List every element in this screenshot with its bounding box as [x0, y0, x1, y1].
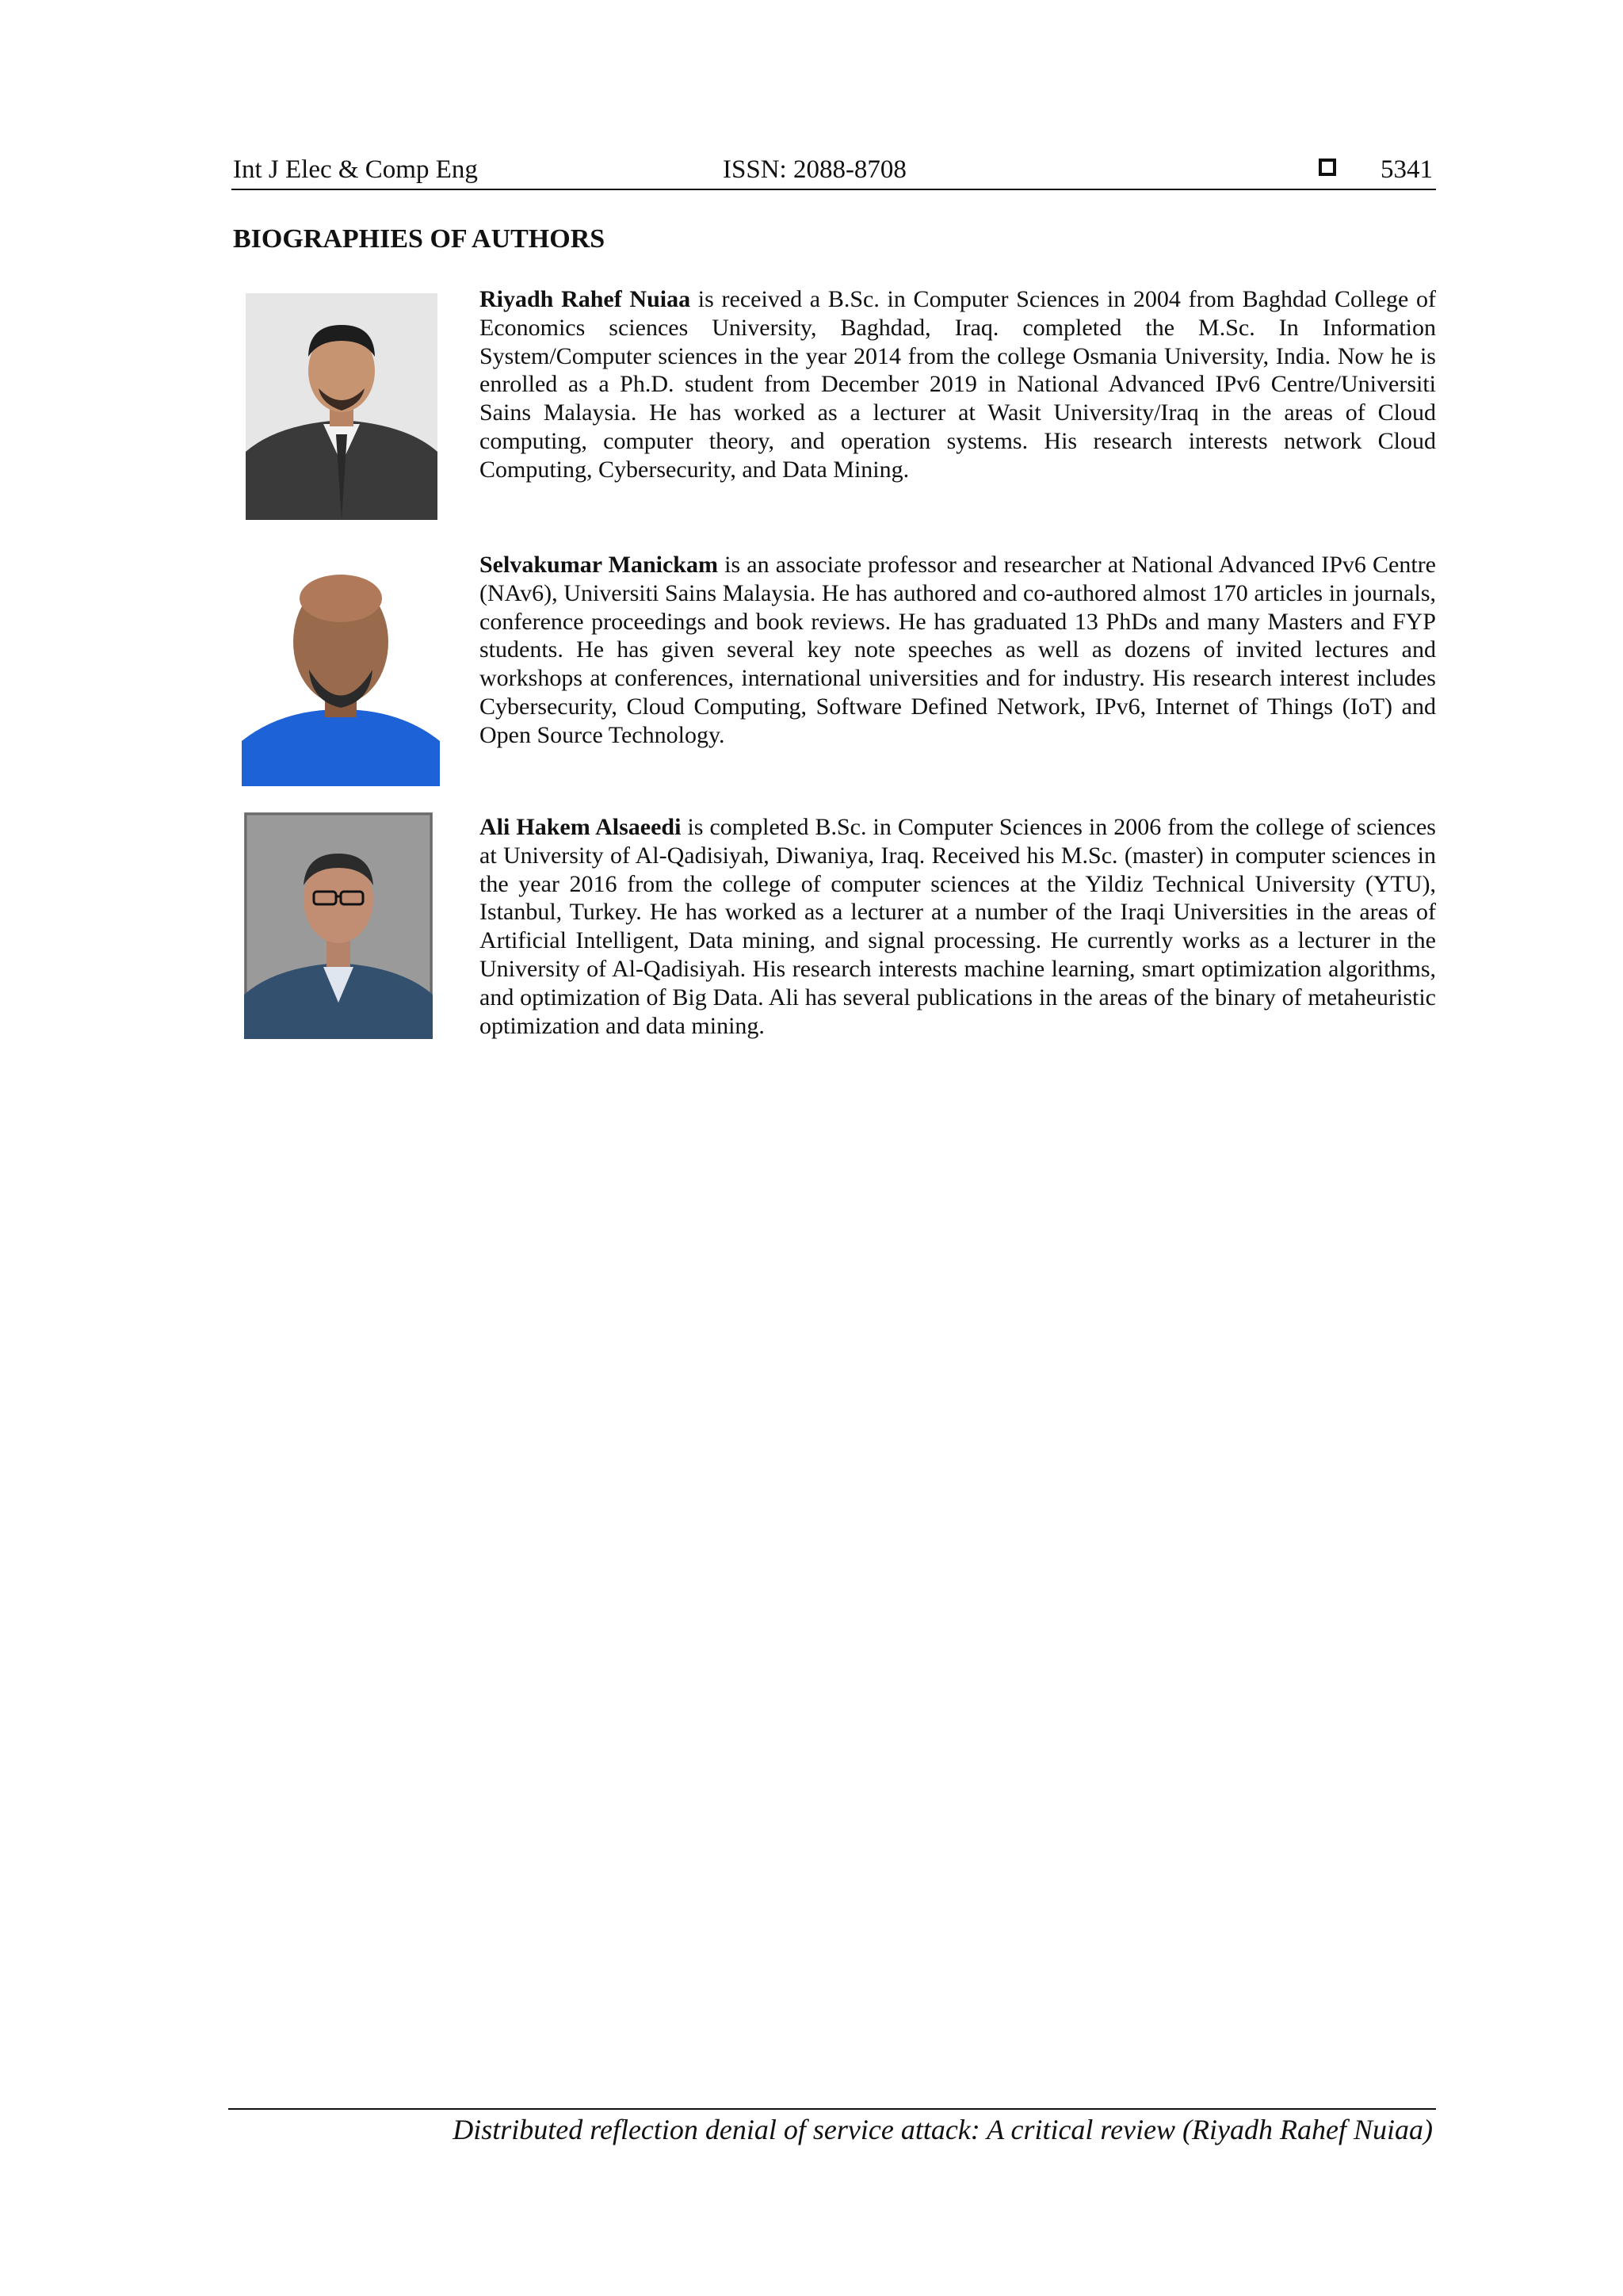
author-name: Riyadh Rahef Nuiaa [479, 286, 691, 312]
author-bio-text: is received a B.Sc. in Computer Sciences in 2004 from Baghdad College of Economics sciences University, Baghdad, Iraq. completed the M.Sc. In Information System/Computer sciences in the year 2014 from the college Osmania University, India. Now he is enrolled as a Ph.D. student from December 2019 in National Advanced IPv6 Centre/Universiti Sains Malaysia. He has worked as a lecturer at Wasit University/Iraq in the areas of Cloud computing, computer theory, and operation systems. His research interests network Cloud Computing, Cybersecurity, and Data Mining. [479, 286, 1436, 483]
author-photo-riyadh [246, 293, 437, 520]
running-header-issn: ISSN: 2088-8708 [723, 155, 907, 184]
author-name: Selvakumar Manickam [479, 552, 718, 578]
author-bio-text: is completed B.Sc. in Computer Sciences in 2006 from the college of sciences at University of Al-Qadisiyah, Diwaniya, Iraq. Received his M.Sc. (master) in computer sciences in the year 2016 from the college of computer sciences at the Yildiz Technical University (YTU), Istanbul, Turkey. He has worked as a lecturer at a number of the Iraqi Universities in the areas of Artificial Intelligent, Data mining, and signal processing. He currently works as a lecturer in the University of Al-Qadisiyah. His research interests machine learning, smart optimization algorithms, and optimization of Big Data. Ali has several publications in the areas of the binary of metaheuristic optimization and data mining. [479, 814, 1436, 1039]
author-photo-ali [244, 812, 433, 1039]
author-name: Ali Hakem Alsaeedi [479, 814, 682, 840]
footer-rule [228, 2108, 1436, 2110]
author-bio-text: is an associate professor and researcher at National Advanced IPv6 Centre (NAv6), Universiti Sains Malaysia. He has authored and co-authored almost 170 articles in journals, conference proceedings and book reviews. He has graduated 13 PhDs and many Masters and FYP students. He has given several key note speeches as well as dozens of invited lectures and workshops at conferences, international universities and for industry. His research interest includes Cybersecurity, Cloud Computing, Software Defined Network, IPv6, Internet of Things (IoT) and Open Source Technology. [479, 552, 1436, 748]
author-bio-selvakumar [479, 551, 1436, 750]
header-rule [231, 189, 1436, 190]
author-bio-ali [479, 813, 1436, 1040]
page-number: 5341 [1381, 155, 1433, 184]
running-footer: Distributed reflection denial of service attack: A critical review (Riyadh Rahef Nuiaa) [453, 2114, 1433, 2145]
running-header-journal: Int J Elec & Comp Eng [233, 155, 478, 184]
square-box-icon [1319, 159, 1336, 176]
author-bio-riyadh [479, 285, 1436, 484]
author-photo-selvakumar [242, 551, 440, 786]
section-title: BIOGRAPHIES OF AUTHORS [233, 224, 605, 254]
